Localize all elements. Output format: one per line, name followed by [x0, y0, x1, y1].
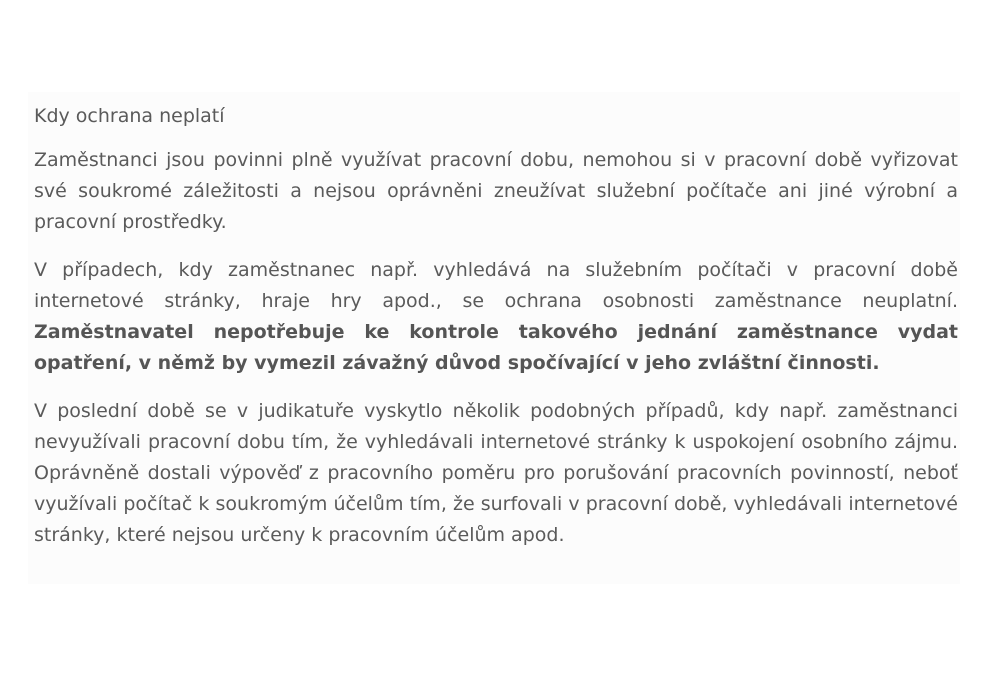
section-heading: Kdy ochrana neplatí [34, 105, 225, 127]
paragraph-1: Zaměstnanci jsou povinni plně využívat pracovní dobu, nemohou si v pracovní době vyřizovat své soukromé záležitosti a nejsou oprávněni zneužívat služební počítače ani jiné výrobní a pracovní prostředky. [34, 149, 958, 233]
paragraph-2-bold: Zaměstnavatel nepotřebuje ke kontrole takového jednání zaměstnance vydat opatření, v němž by vymezil závažný důvod spočívající v jeho zvláštní činnosti. [34, 321, 958, 374]
paragraph-2-text: V případech, kdy zaměstnanec např. vyhledává na služebním počítači v pracovní době internetové stránky, hraje hry apod., se ochrana osobnosti zaměstnance neuplatní. [34, 259, 958, 312]
paragraph-2 [34, 255, 958, 379]
paragraph-3: V poslední době se v judikatuře vyskytlo několik podobných případů, kdy např. zaměstnanci nevyužívali pracovní dobu tím, že vyhledávali internetové stránky k uspokojení osobního zájmu. Oprávněně dostali výpověď z pracovního poměru pro porušování pracovních povinností, neboť využívali počítač k soukromým účelům tím, že surfovali v pracovní době, vyhledávali internetové stránky, které nejsou určeny k pracovním účelům apod. [34, 400, 958, 546]
article-content [28, 92, 960, 584]
